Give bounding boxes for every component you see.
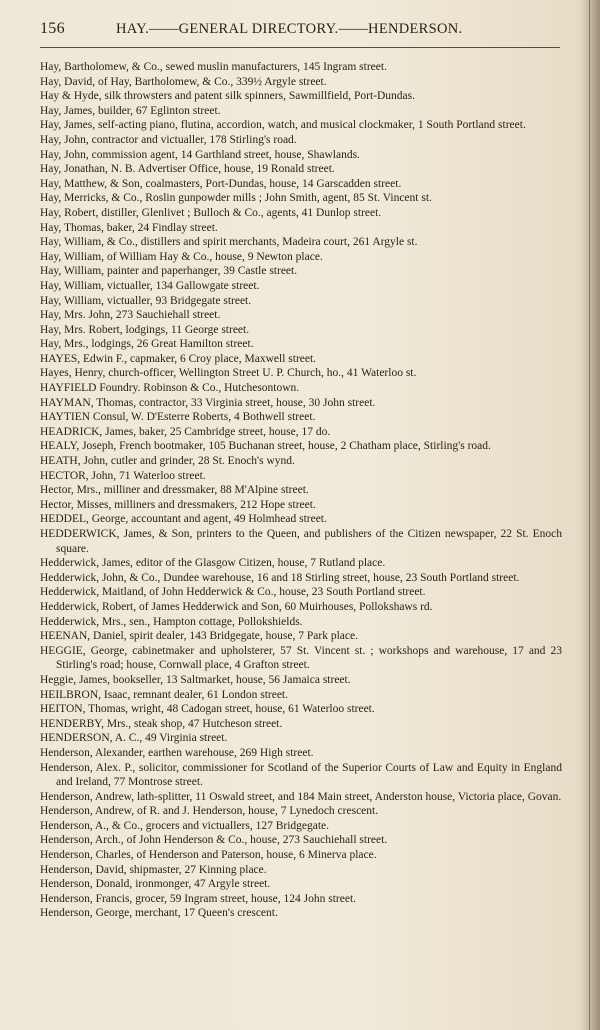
directory-entry (40, 104, 562, 119)
entry-name: HAYES, Edwin F., (40, 352, 128, 365)
directory-entry (40, 498, 562, 513)
directory-entry (40, 512, 562, 527)
book-gutter-edge (589, 0, 590, 1030)
entry-details: contractor, 33 Virginia street, house, 30 John street. (136, 396, 376, 409)
directory-entry (40, 600, 562, 615)
entry-details: painter and paperhanger, 39 Castle street. (104, 265, 298, 278)
directory-entry (40, 556, 562, 571)
entry-name: Hedderwick, Robert, (40, 600, 137, 613)
entry-name: Hedderwick, Maitland, (40, 586, 147, 599)
entry-details: of John Henderson & Co., house, 273 Sauchiehall street. (123, 834, 388, 847)
entry-name: Hay, William, (40, 250, 105, 263)
entry-name: Hay, James, (40, 104, 96, 117)
page-header (40, 20, 560, 42)
entry-details: grocer, 59 Ingram street, house, 124 John street. (132, 892, 357, 905)
directory-entry (40, 469, 562, 484)
entry-name: Hay, Bartholomew, & Co., (40, 61, 163, 73)
entry-details: sewed muslin manufacturers, 145 Ingram street. (162, 61, 387, 73)
directory-entry (40, 89, 562, 104)
entry-name: Henderson, Alex. P., (40, 761, 136, 774)
header-rule (40, 47, 560, 48)
entry-details: lath-splitter, 11 Oswald street, and 184 Main street, Anderston house, Victoria place, Govan. (134, 790, 562, 803)
entry-name: HEITON, Thomas, (40, 703, 129, 716)
entry-name: Hay, Jonathan, (40, 163, 108, 176)
running-title: HAY.——GENERAL DIRECTORY.——HENDERSON. (116, 21, 463, 37)
entry-details: builder, 67 Eglinton street. (95, 104, 221, 117)
entry-details: of Hay, Bartholomew, & Co., 339½ Argyle street. (95, 75, 327, 88)
entry-name: HEENAN, Daniel, (40, 630, 127, 643)
entry-details: 71 Waterloo street. (116, 469, 206, 482)
entry-details: merchant, 17 Queen's crescent. (132, 907, 278, 920)
directory-entry (40, 133, 562, 148)
directory-entry (40, 615, 562, 630)
directory-entry (40, 877, 562, 892)
directory-entry (40, 206, 562, 221)
entry-name: Henderson, A., & Co., (40, 819, 143, 832)
directory-entry (40, 848, 562, 863)
directory-entry (40, 483, 562, 498)
entry-name: Hay, Mrs., (40, 338, 89, 351)
directory-entry (40, 746, 562, 761)
directory-entry (40, 833, 562, 848)
entry-details: printers to the Queen, and publishers of the Citizen newspaper, 22 St. Enoch square. (56, 528, 562, 555)
entry-details: spirit dealer, 143 Bridgegate, house, 7 Park place. (126, 630, 358, 643)
entry-name: Hay, John, (40, 133, 89, 146)
directory-entry (40, 75, 562, 90)
entry-details: milliners and dressmakers, 212 Hope street. (111, 498, 316, 511)
entry-details: cabinetmaker and upholsterer, 57 St. Vincent st. ; workshops and warehouse, 17 and 23 Stirling's road; house, Cornwall place, 4 Grafton street. (56, 644, 562, 672)
entry-name: HEILBRON, Isaac, (40, 688, 131, 701)
entry-name: HECTOR, John, (40, 469, 117, 482)
directory-entry (40, 366, 562, 381)
directory-entry (40, 118, 562, 133)
entry-name: Hay, William, (40, 279, 105, 292)
entry-details: distillers and spirit merchants, Madeira court, 261 Argyle st. (137, 236, 418, 249)
directory-entry (40, 148, 562, 163)
directory-entry (40, 906, 562, 921)
entry-details: N. B. Advertiser Office, house, 19 Ronald street. (107, 163, 335, 176)
directory-entry (40, 439, 562, 454)
entry-name: Hay, Merricks, & Co., (40, 192, 143, 205)
directory-entry (40, 191, 562, 206)
directory-entry (40, 337, 562, 352)
directory-entry (40, 396, 562, 411)
entry-details: Hampton cottage, Pollokshields. (150, 615, 303, 628)
entry-details: of James Hedderwick and Son, 60 Muirhouses, Pollokshaws rd. (136, 600, 433, 613)
entry-details: French bootmaker, 105 Buchanan street, house, 2 Chatham place, Stirling's road. (116, 440, 491, 453)
directory-entry (40, 454, 562, 469)
entry-name: Hay, William, (40, 294, 105, 307)
directory-entry (40, 264, 562, 279)
directory-entry (40, 819, 562, 834)
directory-entry (40, 673, 562, 688)
entry-name: Hay, David, (40, 75, 96, 88)
entry-name: HENDERBY, Mrs., (40, 717, 132, 730)
directory-entry (40, 352, 562, 367)
entry-details: self-acting piano, flutina, accordion, watch, and musical clockmaker, 1 South Portland street. (95, 119, 526, 132)
directory-entry (40, 804, 562, 819)
directory-entry (40, 221, 562, 236)
entry-details: lodgings, 11 George street. (122, 323, 250, 336)
entry-name: Hay, Matthew, & Son, (40, 177, 143, 190)
entry-name: Henderson, George, (40, 907, 133, 920)
entry-name: Henderson, Andrew, (40, 805, 135, 818)
entry-name: Heggie, James, (40, 673, 110, 686)
entry-name: Hay, Mrs. Robert, (40, 323, 123, 336)
entry-name: HEATH, John, (40, 455, 109, 468)
directory-entry (40, 717, 562, 732)
directory-entry (40, 177, 562, 192)
directory-entry (40, 892, 562, 907)
entry-name: Hedderwick, John, & Co., (40, 571, 161, 584)
directory-entry (40, 863, 562, 878)
directory-entry (40, 527, 562, 556)
directory-entry (40, 294, 562, 309)
entry-name: Hedderwick, James, (40, 557, 133, 570)
entry-details: 273 Sauchiehall street. (113, 309, 221, 322)
directory-entry (40, 410, 562, 425)
entry-details: earthen warehouse, 269 High street. (145, 746, 314, 759)
entry-details: milliner and dressmaker, 88 M'Alpine street. (100, 484, 309, 497)
directory-entry (40, 323, 562, 338)
entry-details: coalmasters, Port-Dundas, house, 14 Garscadden street. (142, 177, 402, 190)
directory-entry (40, 235, 562, 250)
entry-details: accountant and agent, 49 Holmhead street. (128, 513, 327, 526)
entry-details: victualler, 93 Bridgegate street. (104, 294, 252, 307)
directory-entry (40, 790, 562, 805)
entry-name: Henderson, Charles, (40, 849, 134, 862)
entry-details: Dundee warehouse, 16 and 18 Stirling street, house, 23 South Portland street. (160, 571, 520, 584)
entry-name: HEADRICK, James, (40, 425, 137, 438)
directory-entry (40, 250, 562, 265)
entry-details: grocers and victuallers, 127 Bridgegate. (142, 819, 330, 832)
directory-entry (40, 702, 562, 717)
entry-details: of William Hay & Co., house, 9 Newton place. (104, 250, 323, 263)
directory-entry (40, 381, 562, 396)
directory-entry (40, 279, 562, 294)
entry-name: HAYTIEN Consul, (40, 411, 129, 424)
entry-details: lodgings, 26 Great Hamilton street. (88, 338, 254, 351)
entry-name: HEDDERWICK, James, & Son, (40, 528, 193, 540)
page-number: 156 (40, 20, 65, 37)
entry-name: Hector, Mrs., (40, 484, 101, 497)
entry-name: Hay & Hyde, (40, 90, 102, 103)
entry-details: Robinson & Co., Hutchesontown. (140, 382, 300, 395)
entry-details: of Henderson and Paterson, house, 6 Minerva place. (133, 849, 377, 862)
directory-entry (40, 629, 562, 644)
entry-details: remnant dealer, 61 London street. (130, 688, 288, 701)
entry-details: of R. and J. Henderson, house, 7 Lynedoch crescent. (134, 805, 379, 818)
entry-name: Henderson, David, (40, 863, 127, 876)
directory-entry (40, 731, 562, 746)
entry-name: HAYFIELD Foundry. (40, 382, 141, 395)
entry-name: Hay, William, & Co., (40, 236, 138, 249)
entry-name: Hay, James, (40, 119, 96, 132)
entry-details: W. D'Esterre Roberts, 4 Bothwell street. (128, 411, 316, 424)
entry-details: church-officer, Wellington Street U. P. Church, ho., 41 Waterloo st. (105, 367, 417, 380)
entry-details: distiller, Glenlivet ; Bulloch & Co., agents, 41 Dunlop street. (98, 206, 382, 219)
directory-entry (40, 60, 562, 75)
entry-name: Hayes, Henry, (40, 367, 106, 380)
directory-entry (40, 688, 562, 703)
entry-details: ironmonger, 47 Argyle street. (132, 878, 271, 891)
directory-entry (40, 571, 562, 586)
entry-details: bookseller, 13 Saltmarket, house, 56 Jamaica street. (109, 673, 351, 686)
entry-name: Henderson, Andrew, (40, 790, 135, 803)
directory-entry (40, 308, 562, 323)
entry-details: baker, 25 Cambridge street, house, 17 do. (136, 425, 331, 438)
entry-name: Hay, Thomas, (40, 221, 104, 234)
entry-name: Henderson, Arch., (40, 834, 124, 847)
entry-name: Henderson, Donald, (40, 878, 133, 891)
entry-details: solicitor, commissioner for Scotland of the Superior Courts of Law and Equity in England and Ireland, 77 Montrose street. (56, 761, 562, 789)
entry-details: baker, 24 Findlay street. (103, 221, 218, 234)
entry-details: 49 Virginia street. (142, 732, 228, 745)
entry-details: steak shop, 47 Hutcheson street. (131, 717, 283, 730)
entry-details: shipmaster, 27 Kinning place. (126, 863, 267, 876)
directory-entry (40, 585, 562, 600)
entry-name: Hedderwick, Mrs., sen., (40, 615, 151, 628)
entry-details: cutler and grinder, 28 St. Enoch's wynd. (108, 455, 295, 468)
directory-entry (40, 644, 562, 673)
entry-name: Henderson, Alexander, (40, 746, 146, 759)
entry-name: HAYMAN, Thomas, (40, 396, 137, 409)
entry-details: Roslin gunpowder mills ; John Smith, agent, 85 St. Vincent st. (142, 192, 432, 205)
entry-details: victualler, 134 Gallowgate street. (104, 279, 260, 292)
entry-name: HENDERSON, A. C., (40, 732, 143, 745)
entry-name: Henderson, Francis, (40, 892, 133, 905)
entry-name: HEALY, Joseph, (40, 440, 117, 453)
entry-details: of John Hedderwick & Co., house, 23 South Portland street. (146, 586, 426, 599)
directory-entries (40, 60, 562, 921)
entry-name: Hay, Robert, (40, 206, 99, 219)
entry-name: Hector, Misses, (40, 498, 112, 511)
entry-details: commission agent, 14 Garthland street, house, Shawlands. (88, 148, 360, 161)
entry-details: capmaker, 6 Croy place, Maxwell street. (127, 352, 317, 365)
entry-name: Hay, John, (40, 148, 89, 161)
directory-entry (40, 425, 562, 440)
entry-details: editor of the Glasgow Citizen, house, 7 Rutland place. (132, 557, 386, 570)
entry-details: silk throwsters and patent silk spinners, Sawmillfield, Port-Dundas. (101, 90, 415, 103)
directory-entry (40, 761, 562, 790)
entry-name: Hay, William, (40, 265, 105, 278)
entry-name: HEDDEL, George, (40, 513, 129, 526)
entry-details: wright, 48 Cadogan street, house, 61 Waterloo street. (128, 703, 375, 716)
directory-entry (40, 162, 562, 177)
entry-details: contractor and victualler, 178 Stirling's road. (88, 133, 297, 146)
entry-name: Hay, Mrs. John, (40, 309, 114, 322)
entry-name: HEGGIE, George, (40, 644, 128, 657)
